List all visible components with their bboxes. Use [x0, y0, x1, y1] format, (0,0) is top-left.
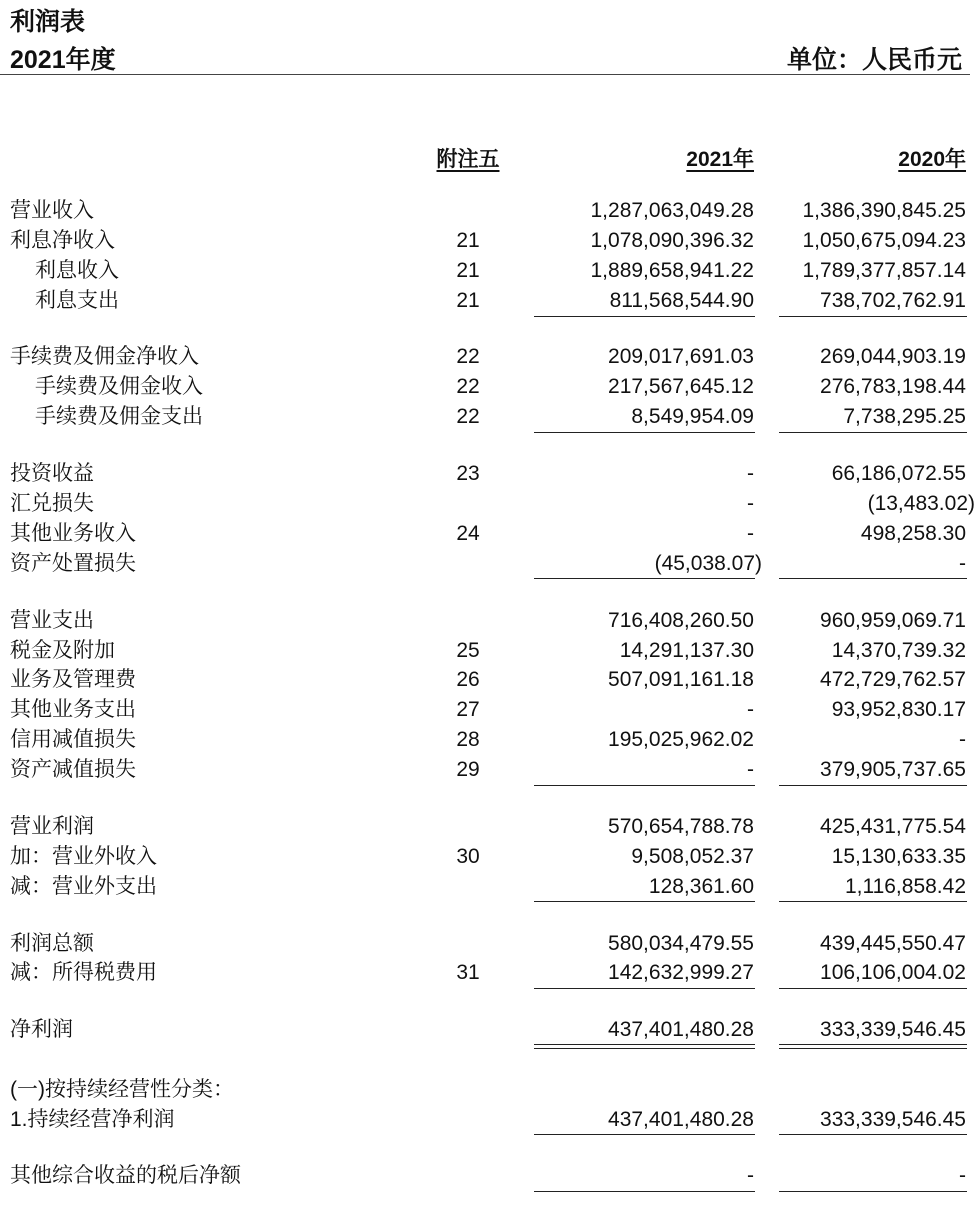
- row-label: 减：营业外支出: [10, 875, 157, 898]
- subtotal-rule: [534, 316, 755, 317]
- subtotal-rule: [534, 901, 755, 902]
- row-label: 税金及附加: [10, 639, 115, 662]
- row-note: 29: [456, 758, 480, 781]
- value-2021: 142,632,999.27: [608, 961, 754, 984]
- row-note: 21: [456, 229, 480, 252]
- value-2020: -: [959, 552, 966, 575]
- header-divider: [0, 74, 970, 75]
- value-2021: 1,287,063,049.28: [590, 199, 754, 222]
- row-note: 22: [456, 405, 480, 428]
- subtotal-rule: [779, 1134, 967, 1135]
- report-title: 利润表: [10, 8, 86, 36]
- value-2021: 716,408,260.50: [608, 609, 754, 632]
- value-2021: 437,401,480.28: [608, 1018, 754, 1041]
- value-2021: -: [747, 698, 754, 721]
- table-row: [0, 1015, 980, 1045]
- row-label: 手续费及佣金净收入: [10, 345, 199, 368]
- value-2020: 66,186,072.55: [831, 462, 966, 485]
- table-row: [0, 286, 980, 316]
- table-row: [0, 489, 980, 519]
- report-period: 2021年度: [10, 46, 116, 74]
- subtotal-rule: [779, 785, 967, 786]
- subtotal-rule: [779, 1191, 967, 1192]
- row-note: 22: [456, 345, 480, 368]
- value-2020: 498,258.30: [860, 522, 966, 545]
- subtotal-rule: [534, 432, 755, 433]
- value-2021: 14,291,137.30: [619, 639, 754, 662]
- value-2020: 379,905,737.65: [820, 758, 966, 781]
- row-label: 业务及管理费: [10, 668, 136, 691]
- table-row: [0, 519, 980, 549]
- value-2020: 1,789,377,857.14: [802, 259, 966, 282]
- value-2021: -: [747, 462, 754, 485]
- value-2021: 570,654,788.78: [608, 815, 754, 838]
- value-2020: 15,130,633.35: [831, 845, 966, 868]
- row-label: 其他业务支出: [10, 698, 136, 721]
- row-label: 净利润: [10, 1018, 73, 1041]
- row-label: 信用减值损失: [10, 728, 136, 751]
- row-label: 利息收入: [35, 259, 119, 282]
- row-label: 1.持续经营净利润: [10, 1108, 175, 1131]
- value-2021: -: [747, 1164, 754, 1187]
- row-note: 23: [456, 462, 480, 485]
- value-2020: 333,339,546.45: [820, 1108, 966, 1131]
- subtotal-rule: [534, 1134, 755, 1135]
- column-header-2020: 2020年: [898, 148, 966, 171]
- value-2021: 209,017,691.03: [608, 345, 754, 368]
- value-2020: 14,370,739.32: [831, 639, 966, 662]
- row-note: 21: [456, 289, 480, 312]
- table-row: [0, 1161, 980, 1191]
- row-label: 投资收益: [10, 462, 94, 485]
- row-label: 手续费及佣金支出: [35, 405, 203, 428]
- row-label: 利润总额: [10, 932, 94, 955]
- table-row: [0, 755, 980, 785]
- currency-unit: 单位：人民币元: [786, 46, 962, 74]
- value-2020: 472,729,762.57: [820, 668, 966, 691]
- row-label: 利息净收入: [10, 229, 115, 252]
- row-label: 营业收入: [10, 199, 94, 222]
- table-row: [0, 372, 980, 402]
- subtotal-rule: [779, 432, 967, 433]
- subtotal-rule: [534, 785, 755, 786]
- value-2020: 333,339,546.45: [820, 1018, 966, 1041]
- value-2020: 439,445,550.47: [820, 932, 966, 955]
- row-label: 营业支出: [10, 609, 94, 632]
- row-label: 资产处置损失: [10, 552, 136, 575]
- value-2021: -: [747, 758, 754, 781]
- row-label: 减：所得税费用: [10, 961, 157, 984]
- row-note: 24: [456, 522, 480, 545]
- table-row: [0, 842, 980, 872]
- value-2021: 811,568,544.90: [609, 289, 754, 312]
- value-2020: 738,702,762.91: [820, 289, 966, 312]
- value-2021: 128,361.60: [648, 875, 754, 898]
- value-2020: 1,386,390,845.25: [802, 199, 966, 222]
- total-double-rule: [534, 1044, 755, 1049]
- total-double-rule: [779, 1044, 967, 1049]
- value-2021: (45,038.07): [654, 552, 762, 575]
- row-note: 26: [456, 668, 480, 691]
- value-2020: -: [959, 1164, 966, 1187]
- table-row: [0, 196, 980, 226]
- row-label: 利息支出: [35, 289, 119, 312]
- row-label: 加：营业外收入: [10, 845, 157, 868]
- table-row: [0, 1075, 980, 1105]
- subtotal-rule: [779, 316, 967, 317]
- value-2021: 8,549,954.09: [631, 405, 754, 428]
- row-label: 其他业务收入: [10, 522, 136, 545]
- table-row: [0, 872, 980, 902]
- value-2021: 195,025,962.02: [608, 728, 754, 751]
- subtotal-rule: [779, 578, 967, 579]
- value-2021: 1,889,658,941.22: [590, 259, 754, 282]
- row-label: 资产减值损失: [10, 758, 136, 781]
- table-row: [0, 665, 980, 695]
- table-row: [0, 226, 980, 256]
- row-label: 营业利润: [10, 815, 94, 838]
- column-header-2021: 2021年: [686, 148, 754, 171]
- table-row: [0, 549, 980, 579]
- table-row: [0, 256, 980, 286]
- value-2020: 93,952,830.17: [831, 698, 966, 721]
- row-label: 其他综合收益的税后净额: [10, 1164, 241, 1187]
- subtotal-rule: [534, 988, 755, 989]
- subtotal-rule: [534, 1191, 755, 1192]
- value-2020: 1,050,675,094.23: [802, 229, 966, 252]
- value-2020: -: [959, 728, 966, 751]
- table-row: [0, 958, 980, 988]
- row-note: 21: [456, 259, 480, 282]
- table-row: [0, 342, 980, 372]
- table-row: [0, 929, 980, 959]
- value-2021: 9,508,052.37: [631, 845, 754, 868]
- value-2020: 276,783,198.44: [820, 375, 966, 398]
- value-2020: 1,116,858.42: [844, 875, 966, 898]
- value-2021: -: [747, 492, 754, 515]
- table-row: [0, 812, 980, 842]
- table-row: [0, 725, 980, 755]
- value-2020: (13,483.02): [867, 492, 975, 515]
- row-note: 22: [456, 375, 480, 398]
- value-2020: 106,106,004.02: [820, 961, 966, 984]
- value-2020: 7,738,295.25: [843, 405, 966, 428]
- table-row: [0, 695, 980, 725]
- row-note: 27: [456, 698, 480, 721]
- value-2020: 269,044,903.19: [820, 345, 966, 368]
- value-2021: 437,401,480.28: [608, 1108, 754, 1131]
- row-note: 28: [456, 728, 480, 751]
- row-label: (一)按持续经营性分类：: [10, 1078, 234, 1101]
- subtotal-rule: [534, 578, 755, 579]
- table-row: [0, 636, 980, 666]
- value-2020: 425,431,775.54: [820, 815, 966, 838]
- table-row: [0, 459, 980, 489]
- table-row: [0, 1105, 980, 1135]
- row-label: 汇兑损失: [10, 492, 94, 515]
- value-2021: 507,091,161.18: [608, 668, 754, 691]
- row-note: 31: [456, 961, 480, 984]
- column-header-note: 附注五: [436, 148, 500, 171]
- subtotal-rule: [779, 988, 967, 989]
- value-2020: 960,959,069.71: [820, 609, 966, 632]
- row-note: 30: [456, 845, 480, 868]
- subtotal-rule: [779, 901, 967, 902]
- table-row: [0, 606, 980, 636]
- value-2021: 1,078,090,396.32: [590, 229, 754, 252]
- table-row: [0, 402, 980, 432]
- value-2021: 217,567,645.12: [608, 375, 754, 398]
- row-label: 手续费及佣金收入: [35, 375, 203, 398]
- value-2021: -: [747, 522, 754, 545]
- value-2021: 580,034,479.55: [608, 932, 754, 955]
- row-note: 25: [456, 639, 480, 662]
